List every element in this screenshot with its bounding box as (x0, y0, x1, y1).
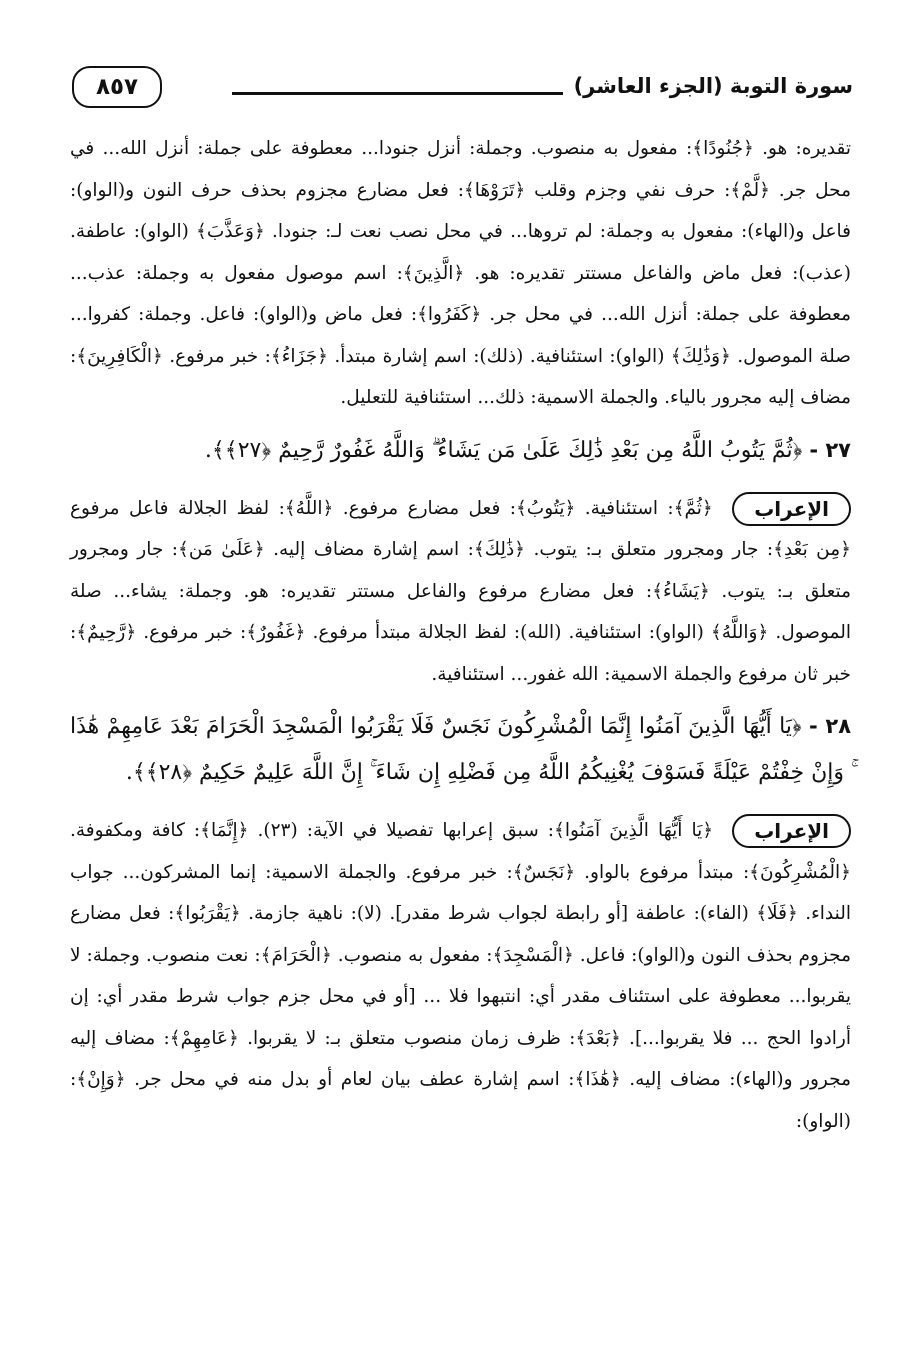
verse-number: ٢٧ - (809, 437, 851, 462)
header-rule (232, 92, 563, 95)
page-number: ٨٥٧ (72, 66, 162, 108)
surah-title: سورة التوبة (الجزء العاشر) (573, 74, 853, 98)
verse-number: ٢٨ - (809, 714, 852, 738)
verse-28 (70, 703, 851, 796)
irab-paragraph: ﴿ثُمَّ﴾: استئنافية. ﴿يَتُوبُ﴾: فعل مضارع مرفوع. ﴿اللَّهُ﴾: لفظ الجلالة فاعل مرفوع ﴿مِن بَعْدِ﴾: جار ومجرور متعلق بـ: يتوب. ﴿ذَٰلِكَ﴾: اسم إشارة مضاف إليه. ﴿عَلَىٰ مَن﴾: جار ومجرور متعلق بـ: يتوب. ﴿يَشَاءُ﴾: فعل مضارع مرفوع والفاعل مستتر تقديره: هو. وجملة: يشاء... صلة الموصول. ﴿وَاللَّهُ﴾ (الواو): استئنافية. (الله): لفظ الجلالة مبتدأ مرفوع. ﴿غَفُورٌ﴾: خبر مرفوع. ﴿رَّحِيمٌ﴾: خبر ثان مرفوع والجملة الاسمية: الله غفور... استئنافية. (70, 497, 851, 685)
verse-text: ﴿ثُمَّ يَتُوبُ اللَّهُ مِن بَعْدِ ذَٰلِكَ عَلَىٰ مَن يَشَاءُ ۗ وَاللَّهُ غَفُورٌ رَّحِيمٌ ﴿٢٧﴾﴾. (204, 437, 803, 463)
irab-badge: الإعراب (732, 492, 851, 526)
verse-text: ﴿يَا أَيُّهَا الَّذِينَ آمَنُوا إِنَّمَا الْمُشْرِكُونَ نَجَسٌ فَلَا يَقْرَبُوا الْمَسْجِدَ الْحَرَامَ بَعْدَ عَامِهِمْ هَٰذَا ۚ وَإِنْ خِفْتُمْ عَيْلَةً فَسَوْفَ يُغْنِيكُمُ اللَّهُ مِن فَضْلِهِ إِن شَاءَ ۚ إِنَّ اللَّهَ عَلِيمٌ حَكِيمٌ ﴿٢٨﴾﴾. (70, 714, 851, 785)
verse-27 (70, 427, 851, 474)
page-header (72, 64, 853, 112)
irab-paragraph: ﴿يَا أَيُّهَا الَّذِينَ آمَنُوا﴾: سبق إعرابها تفصيلا في الآية: (٢٣). ﴿إِنَّمَا﴾: كافة ومكفوفة. ﴿الْمُشْرِكُونَ﴾: مبتدأ مرفوع بالواو. ﴿نَجَسٌ﴾: خبر مرفوع. والجملة الاسمية: إنما المشركون... جواب النداء. ﴿فَلَا﴾ (الفاء): عاطفة [أو رابطة لجواب شرط مقدر]. (لا): ناهية جازمة. ﴿يَقْرَبُوا﴾: فعل مضارع مجزوم بحذف النون و(الواو): فاعل. ﴿الْمَسْجِدَ﴾: مفعول به منصوب. ﴿الْحَرَامَ﴾: نعت منصوب. وجملة: لا يقربوا... معطوفة على استئناف مقدر أي: انتبهوا فلا ... [أو في محل جزم جواب شرط مقدر أي: إن أرادوا الحج ... فلا يقربوا...]. ﴿بَعْدَ﴾: ظرف زمان منصوب متعلق بـ: لا يقربوا. ﴿عَامِهِمْ﴾: مضاف إليه مجرور و(الهاء): مضاف إليه. ﴿هَٰذَا﴾: اسم إشارة عطف بيان لعام أو بدل منه في محل جر. ﴿وَإِنْ﴾: (الواو): (70, 820, 851, 1132)
irab-section-verse-27 (70, 488, 851, 696)
irab-section-verse-28 (70, 810, 851, 1142)
page-body (70, 128, 851, 1142)
irab-badge: الإعراب (732, 814, 851, 848)
irab-paragraph-verse-26: تقديره: هو. ﴿جُنُودًا﴾: مفعول به منصوب. وجملة: أنزل جنودا... معطوفة على جملة: أنزل الله... في محل جر. ﴿لَّمْ﴾: حرف نفي وجزم وقلب ﴿تَرَوْهَا﴾: فعل مضارع مجزوم بحذف حرف النون و(الواو): فاعل و(الهاء): مفعول به وجملة: لم تروها... في محل نصب نعت لـ: جنودا. ﴿وَعَذَّبَ﴾ (الواو): عاطفة. (عذب): فعل ماض والفاعل مستتر تقديره: هو. ﴿الَّذِينَ﴾: اسم موصول مفعول به وجملة: عذب... معطوفة على جملة: أنزل الله... في محل جر. ﴿كَفَرُوا﴾: فعل ماض و(الواو): فاعل. وجملة: كفروا... صلة الموصول. ﴿وَذَٰلِكَ﴾ (الواو): استئنافية. (ذلك): اسم إشارة مبتدأ. ﴿جَزَاءُ﴾: خبر مرفوع. ﴿الْكَافِرِينَ﴾: مضاف إليه مجرور بالياء. والجملة الاسمية: ذلك... استئنافية للتعليل. (70, 138, 851, 408)
